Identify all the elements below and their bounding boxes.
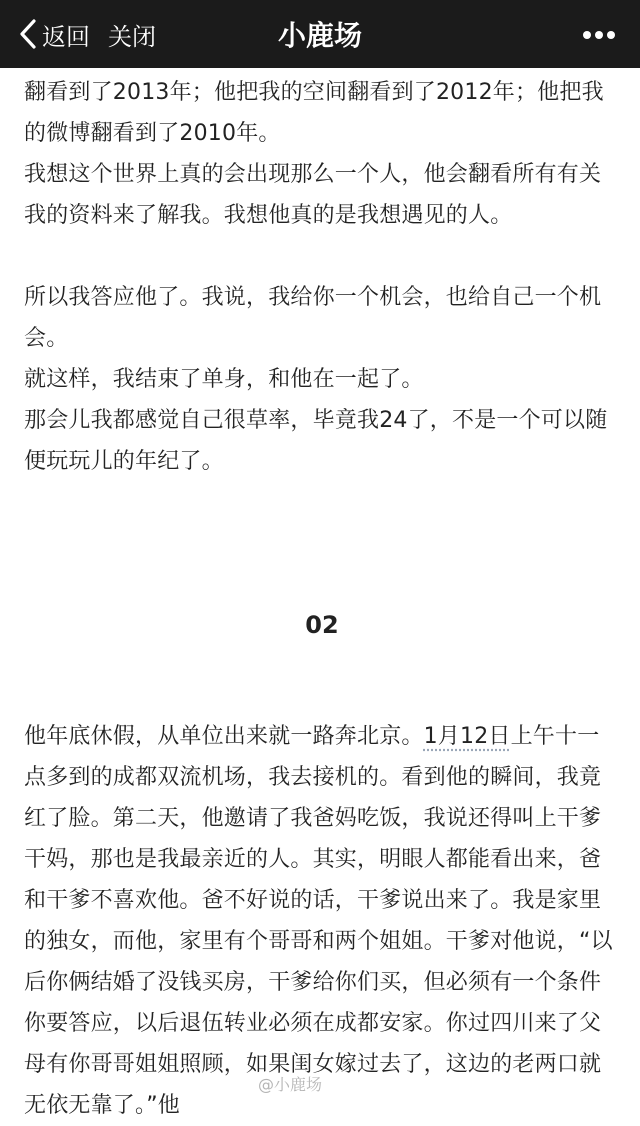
date-link[interactable]: 1月12日 bbox=[423, 724, 511, 749]
section-number: 02 bbox=[305, 611, 339, 639]
paragraph-6 bbox=[24, 716, 620, 1126]
paragraph-4: 就这样，我结束了单身，和他在一起了。 bbox=[24, 367, 424, 392]
spacer bbox=[24, 236, 620, 277]
paragraph-5: 那会儿我都感觉自己很草率，毕竟我24了，不是一个可以随便玩玩儿的年纪了。 bbox=[24, 408, 608, 474]
article-body bbox=[24, 68, 620, 1126]
back-button[interactable] bbox=[18, 0, 90, 68]
page-title: 小鹿场 bbox=[277, 19, 362, 52]
close-button[interactable]: 关闭 bbox=[108, 22, 156, 51]
paragraph-1: 翻看到了2013年；他把我的空间翻看到了2012年；他把我的微博翻看到了2010年。 bbox=[24, 80, 604, 146]
watermark: @小鹿场 bbox=[258, 1075, 323, 1094]
chevron-left-icon bbox=[18, 18, 38, 50]
back-label: 返回 bbox=[42, 22, 90, 51]
paragraph-6-start: 他年底休假，从单位出来就一路奔北京。 bbox=[24, 724, 424, 749]
paragraph-3: 所以我答应他了。我说，我给你一个机会，也给自己一个机会。 bbox=[24, 285, 602, 351]
top-navbar bbox=[0, 0, 640, 68]
more-dots-icon bbox=[582, 25, 616, 44]
more-button[interactable] bbox=[582, 0, 616, 68]
paragraph-6-rest: 上午十一点多到的成都双流机场，我去接机的。看到他的瞬间，我竟红了脸。第二天，他邀请了我爸妈吃饭，我说还得叫上干爹干妈，那也是我最亲近的人。其实，明眼人都能看出来，爸和干爹不喜欢他。爸不好说的话，干爹说出来了。我是家里的独女，而他，家里有个哥哥和两个姐姐。干爹对他说，“以后你俩结婚了没钱买房，干爹给你们买，但必须有一个条件你要答应，以后退伍转业必须在成都安家。你过四川来了父母有你哥哥姐姐照顾，如果闺女嫁过去了，这边的老两口就无依无靠了。”他 bbox=[24, 724, 613, 1118]
paragraph-2: 我想这个世界上真的会出现那么一个人，他会翻看所有有关我的资料来了解我。我想他真的是我想遇见的人。 bbox=[24, 162, 602, 228]
